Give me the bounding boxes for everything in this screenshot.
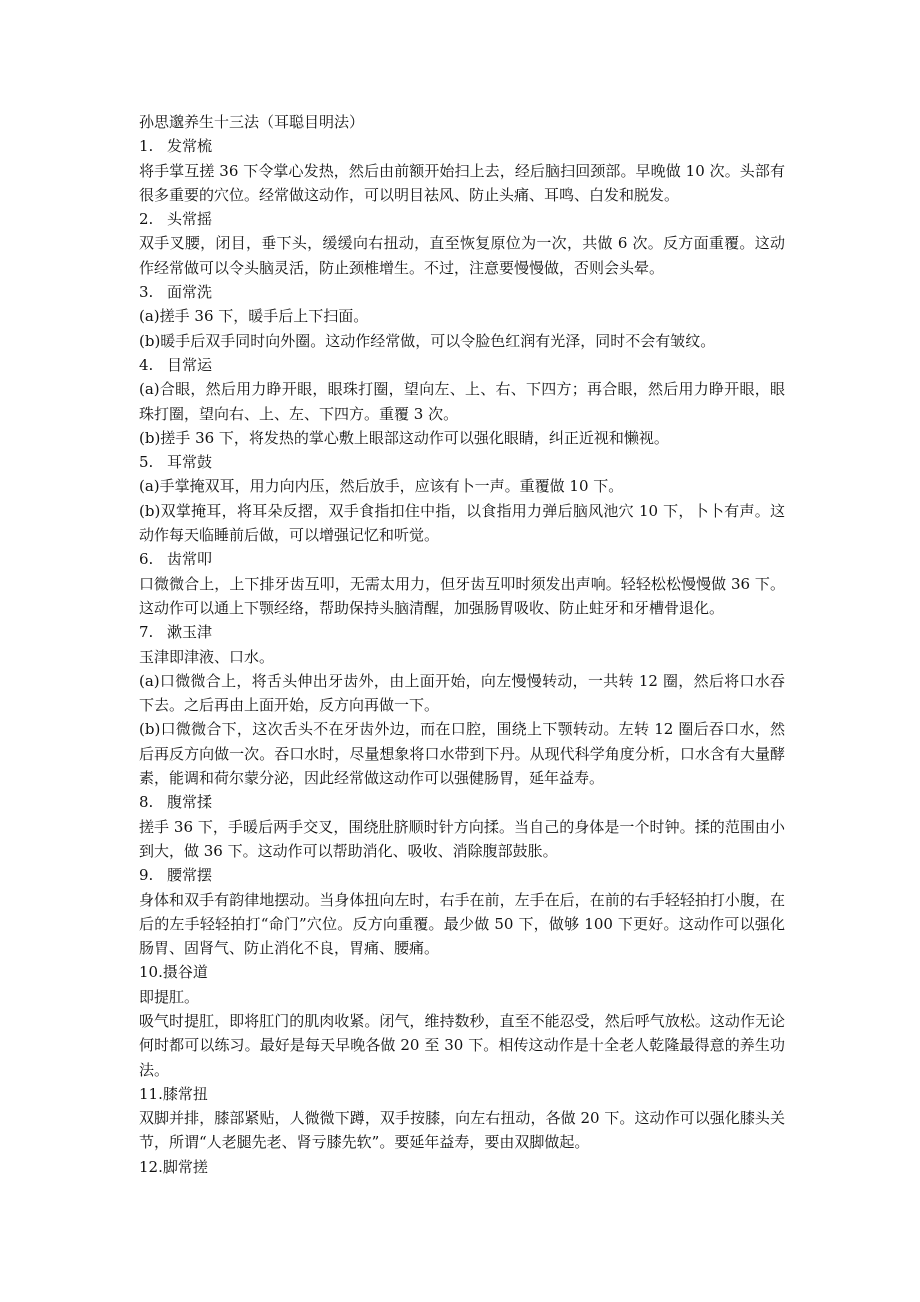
section-12: [139, 1155, 785, 1179]
section-number: 12.: [139, 1157, 163, 1176]
section-4: [139, 353, 785, 450]
section-title: 发常梳: [167, 137, 213, 156]
section-heading: [139, 353, 785, 377]
section-number: 3.: [139, 283, 154, 302]
section-title: 膝常扭: [162, 1084, 208, 1103]
paragraph: 将手掌互搓 36 下令掌心发热，然后由前额开始扫上去，经后脑扫回颈部。早晚做 10 次。头部有很多重要的穴位。经常做这动作，可以明目祛风、防止头痛、耳鸣、白发和脱发。: [139, 161, 785, 204]
section-number: 10.: [139, 963, 163, 982]
paragraph: 口微微合上，上下排牙齿互叩，无需太用力，但牙齿互叩时须发出声响。轻轻松松慢慢做 36 下。这动作可以通上下颚经络，帮助保持头脑清醒，加强肠胃吸收、防止蛀牙和牙槽骨退化。: [139, 574, 785, 617]
section-heading: [139, 620, 785, 644]
paragraph: 玉津即津液、口水。: [139, 647, 275, 666]
section-title: 腰常摆: [167, 866, 213, 885]
section-title: 腹常揉: [167, 793, 213, 812]
section-title: 面常洗: [167, 283, 213, 302]
section-title: 脚常搓: [162, 1157, 208, 1176]
section-3: [139, 280, 785, 353]
section-10: [139, 960, 785, 1081]
section-8: [139, 790, 785, 863]
section-number: 8.: [139, 793, 154, 812]
paragraph: (a)手掌掩双耳，用力向内压，然后放手，应该有卜一声。重覆做 10 下。: [139, 477, 624, 496]
paragraph: (b)搓手 36 下，将发热的掌心敷上眼部这动作可以强化眼睛，纠正近视和懒视。: [139, 428, 669, 447]
section-heading: [139, 1155, 785, 1179]
document-title: 孙思邈养生十三法（耳聪目明法）: [139, 113, 365, 131]
section-title: 摄谷道: [162, 963, 208, 982]
section-7: [139, 620, 785, 790]
section-title: 耳常鼓: [167, 453, 213, 472]
document-body: [139, 110, 785, 1179]
section-number: 11.: [139, 1084, 163, 1103]
section-2: [139, 207, 785, 280]
paragraph: (b)双掌掩耳，将耳朵反摺，双手食指扣住中指，以食指用力弹后脑风池穴 10 下，卜卜有声。这动作每天临睡前后做，可以增强记忆和听觉。: [139, 501, 785, 545]
section-heading: [139, 207, 785, 231]
section-11: [139, 1082, 785, 1155]
section-title: 漱玉津: [167, 623, 213, 642]
section-number: 7.: [139, 623, 154, 642]
section-heading: [139, 960, 785, 984]
section-number: 9.: [139, 866, 154, 885]
section-title: 目常运: [167, 355, 213, 374]
paragraph: 即提肛。: [139, 987, 200, 1006]
section-heading: [139, 547, 785, 571]
section-number: 2.: [139, 210, 154, 229]
paragraph: (a)口微微合上，将舌头伸出牙齿外，由上面开始，向左慢慢转动，一共转 12 圈，然后将口水吞下去。之后再由上面开始，反方向再做一下。: [139, 671, 785, 715]
paragraph: 吸气时提肛，即将肛门的肌肉收紧。闭气，维持数秒，直至不能忍受，然后呼气放松。这动作无论何时都可以练习。最好是每天早晚各做 20 至 30 下。相传这动作是十全老人乾隆最得意的养生功法。: [139, 1011, 785, 1079]
section-heading: [139, 134, 785, 158]
paragraph: (b)暖手后双手同时向外圈。这动作经常做，可以令脸色红润有光泽，同时不会有皱纹。: [139, 331, 716, 350]
paragraph: 双脚并排，膝部紧贴，人微微下蹲，双手按膝，向左右扭动，各做 20 下。这动作可以强化膝头关节，所谓“人老腿先老、肾亏膝先软”。要延年益寿，要由双脚做起。: [139, 1109, 785, 1152]
section-5: [139, 450, 785, 547]
section-title: 头常摇: [167, 210, 213, 229]
section-number: 1.: [139, 137, 154, 156]
section-heading: [139, 863, 785, 887]
section-number: 4.: [139, 355, 154, 374]
section-heading: [139, 790, 785, 814]
paragraph: (a)合眼，然后用力睁开眼，眼珠打圈，望向左、上、右、下四方；再合眼，然后用力睁开眼，眼珠打圈，望向右、上、左、下四方。重覆 3 次。: [139, 380, 785, 423]
section-heading: [139, 450, 785, 474]
paragraph: (a)搓手 36 下，暖手后上下扫面。: [139, 307, 369, 326]
section-heading: [139, 1082, 785, 1106]
section-heading: [139, 280, 785, 304]
section-1: [139, 134, 785, 207]
paragraph: 搓手 36 下，手暖后两手交叉，围绕肚脐顺时针方向揉。当自己的身体是一个时钟。揉的范围由小到大，做 36 下。这动作可以帮助消化、吸收、消除腹部鼓胀。: [139, 817, 785, 860]
section-6: [139, 547, 785, 620]
paragraph: 身体和双手有韵律地摆动。当身体扭向左时，右手在前，左手在后，在前的右手轻轻拍打小腹，在后的左手轻轻拍打“命门”穴位。反方向重覆。最少做 50 下，做够 100 下更好。这动作可以强化肠胃、固肾气、防止消化不良，胃痛、腰痛。: [139, 890, 785, 958]
section-number: 5.: [139, 453, 154, 472]
paragraph: (b)口微微合下，这次舌头不在牙齿外边，而在口腔，围绕上下颚转动。左转 12 圈后吞口水，然后再反方向做一次。吞口水时，尽量想象将口水带到下丹。从现代科学角度分析，口水含有大量酵素，能调和荷尔蒙分泌，因此经常做这动作可以强健肠胃，延年益寿。: [139, 720, 785, 788]
section-title: 齿常叩: [167, 550, 213, 569]
section-number: 6.: [139, 550, 154, 569]
paragraph: 双手叉腰，闭目，垂下头，缓缓向右扭动，直至恢复原位为一次，共做 6 次。反方面重覆。这动作经常做可以令头脑灵活，防止颈椎增生。不过，注意要慢慢做，否则会头晕。: [139, 234, 785, 277]
section-9: [139, 863, 785, 960]
